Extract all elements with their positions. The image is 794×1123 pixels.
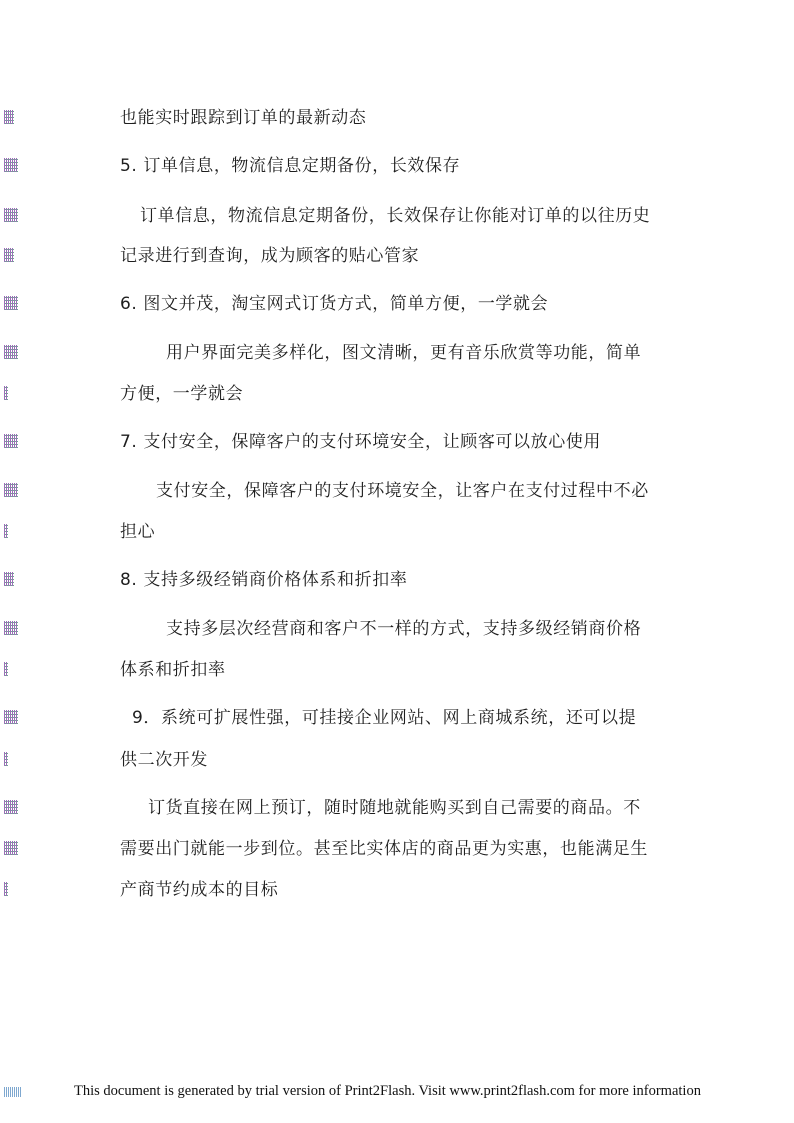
- margin-artifact: [4, 662, 8, 676]
- text-line: 供二次开发: [120, 750, 208, 770]
- margin-artifact: [4, 110, 14, 124]
- margin-artifact: [4, 158, 18, 172]
- margin-artifact: [4, 841, 18, 855]
- text-line: 记录进行到查询，成为顾客的贴心管家: [120, 246, 420, 266]
- text-line: 用户界面完美多样化，图文清晰，更有音乐欣赏等功能，简单: [166, 343, 642, 363]
- text-line: 体系和折扣率: [120, 660, 226, 680]
- margin-artifact: [4, 621, 18, 635]
- text-line: 支付安全，保障客户的支付环境安全，让客户在支付过程中不必: [156, 481, 649, 501]
- trial-footer: This document is generated by trial version of Print2Flash. Visit www.print2flash.com for more information: [74, 1083, 701, 1099]
- margin-artifact: [4, 208, 18, 222]
- margin-artifact: [4, 248, 14, 262]
- text-line: 订单信息，物流信息定期备份，长效保存让你能对订单的以往历史: [140, 206, 651, 226]
- footer-artifact: [4, 1087, 22, 1097]
- margin-artifact: [4, 524, 8, 538]
- text-line: 担心: [120, 522, 156, 542]
- margin-artifact: [4, 296, 18, 310]
- margin-artifact: [4, 572, 14, 586]
- list-heading: 9．系统可扩展性强，可挂接企业网站、网上商城系统，还可以提: [132, 708, 637, 728]
- margin-artifact: [4, 752, 8, 766]
- margin-artifact: [4, 882, 8, 896]
- margin-artifact: [4, 386, 8, 400]
- text-line: 支持多层次经营商和客户不一样的方式，支持多级经销商价格: [166, 619, 642, 639]
- text-line: 订货直接在网上预订，随时随地就能购买到自己需要的商品。不: [148, 798, 641, 818]
- text-line: 需要出门就能一步到位。甚至比实体店的商品更为实惠，也能满足生: [120, 839, 648, 859]
- text-line: 方便，一学就会: [120, 384, 244, 404]
- list-heading: 7. 支付安全，保障客户的支付环境安全，让顾客可以放心使用: [120, 432, 602, 452]
- margin-artifact: [4, 710, 18, 724]
- text-line: 产商节约成本的目标: [120, 880, 279, 900]
- margin-artifact: [4, 345, 18, 359]
- list-heading: 5. 订单信息，物流信息定期备份，长效保存: [120, 156, 461, 176]
- margin-artifact: [4, 483, 18, 497]
- margin-artifact: [4, 800, 18, 814]
- margin-artifact: [4, 434, 18, 448]
- list-heading: 6. 图文并茂，淘宝网式订货方式，简单方便，一学就会: [120, 294, 549, 314]
- list-heading: 8. 支持多级经销商价格体系和折扣率: [120, 570, 408, 590]
- text-line: 也能实时跟踪到订单的最新动态: [120, 108, 367, 128]
